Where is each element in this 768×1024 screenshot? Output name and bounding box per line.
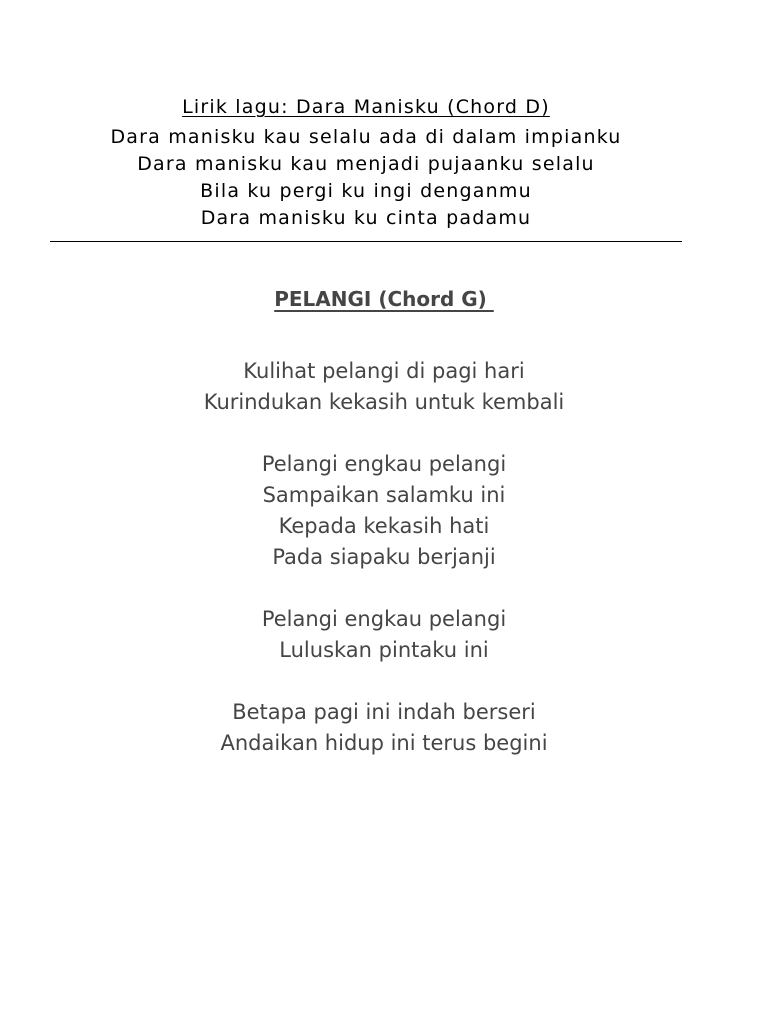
lyric-line: Dara manisku kau selalu ada di dalam impianku xyxy=(110,126,622,148)
song-title-pelangi: PELANGI (Chord G) xyxy=(274,287,494,311)
stanza-3 xyxy=(0,604,768,666)
lyric-line: Sampaikan salamku ini xyxy=(262,483,506,507)
stanza-4 xyxy=(0,697,768,759)
song-pelangi xyxy=(0,282,768,790)
lyric-line: Kulihat pelangi di pagi hari xyxy=(243,359,525,383)
lyric-line: Pelangi engkau pelangi xyxy=(261,607,507,631)
song-dara-manisku xyxy=(50,92,682,232)
lyric-line: Luluskan pintaku ini xyxy=(279,638,489,662)
lyric-line: Pada siapaku berjanji xyxy=(272,545,496,569)
stanza-1 xyxy=(0,356,768,418)
lyric-line: Kurindukan kekasih untuk kembali xyxy=(203,390,565,414)
lyric-line: Andaikan hidup ini terus begini xyxy=(220,731,548,755)
lyric-line: Dara manisku kau menjadi pujaanku selalu xyxy=(137,153,595,175)
lyric-line: Kepada kekasih hati xyxy=(278,514,490,538)
song-title-dara-manisku: Lirik lagu: Dara Manisku (Chord D) xyxy=(182,96,550,118)
lyric-line: Betapa pagi ini indah berseri xyxy=(232,700,536,724)
horizontal-divider xyxy=(50,241,682,242)
stanza-2 xyxy=(0,449,768,573)
lyric-line: Dara manisku ku cinta padamu xyxy=(200,207,532,229)
lyric-line: Pelangi engkau pelangi xyxy=(261,452,507,476)
lyric-line: Bila ku pergi ku ingi denganmu xyxy=(200,180,532,202)
